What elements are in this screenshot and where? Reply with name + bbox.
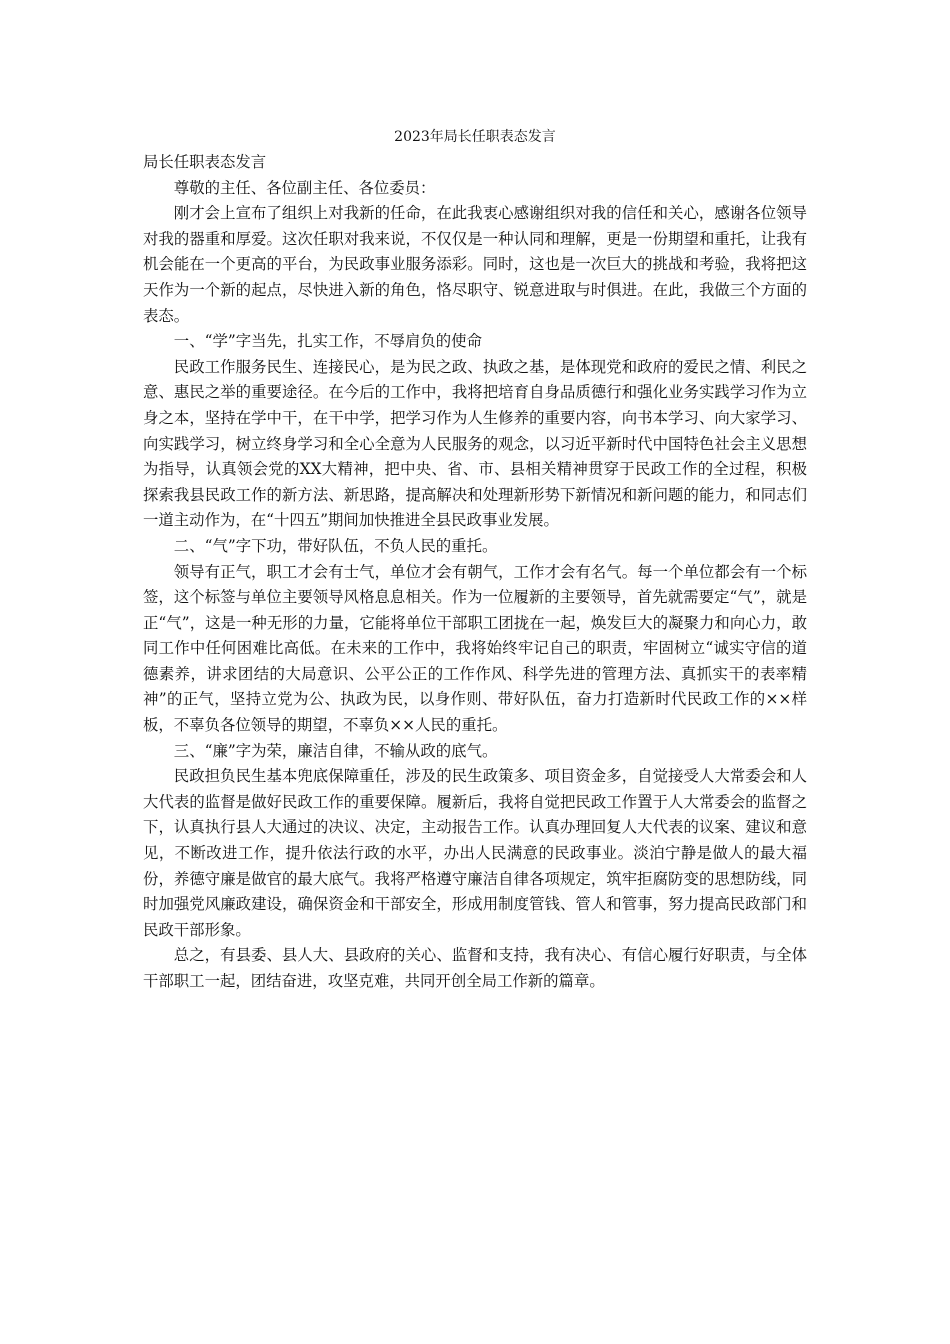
section-paragraph-1: 民政工作服务民生、连接民心，是为民之政、执政之基，是体现党和政府的爱民之情、利民之意、惠民之举的重要途径。在今后的工作中，我将把培育自身品质德行和强化业务实践学习作为立身之本，坚持在学中干，在干中学，把学习作为人生修养的重要内容，向书本学习、向大家学习、向实践学习，树立终身学习和全心全意为人民服务的观念，以习近平新时代中国特色社会主义思想为指导，认真领会党的XX大精神，把中央、省、市、县相关精神贯穿于民政工作的全过程，积极探索我县民政工作的新方法、新思路，提高解决和处理新形势下新情况和新问题的能力，和同志们一道主动作为，在“十四五”期间加快推进全县民政事业发展。: [143, 357, 807, 530]
document-subtitle: 局长任职表态发言: [143, 153, 267, 171]
salutation: 尊敬的主任、各位副主任、各位委员：: [173, 178, 436, 197]
section-paragraph-3: 民政担负民生基本兜底保障重任，涉及的民生政策多、项目资金多，自觉接受人大常委会和人大代表的监督是做好民政工作的重要保障。履新后，我将自觉把民政工作置于人大常委会的监督之下，认真执行县人大通过的决议、决定，主动报告工作。认真办理回复人大代表的议案、建议和意见，不断改进工作，提升依法行政的水平，办出人民满意的民政事业。淡泊宁静是做人的最大福份，养德守廉是做官的最大底气。我将严格遵守廉洁自律各项规定，筑牢拒腐防变的思想防线，同时加强党风廉政建设，确保资金和干部安全，形成用制度管钱、管人和管事，努力提高民政部门和民政干部形象。: [143, 767, 807, 939]
intro-paragraph: 刚才会上宣布了组织上对我新的任命，在此我衷心感谢组织对我的信任和关心，感谢各位领导对我的器重和厚爱。这次任职对我来说，不仅仅是一种认同和理解，更是一份期望和重托，让我有机会能在一个更高的平台，为民政事业服务添彩。同时，这也是一次巨大的挑战和考验，我将把这天作为一个新的起点，尽快进入新的角色，恪尽职守、锐意进取与时俱进。在此，我做三个方面的表态。: [143, 204, 807, 325]
section-heading-2: 二、“气”字下功，带好队伍，不负人民的重托。: [173, 536, 498, 555]
section-heading-3: 三、“廉”字为荣，廉洁自律，不输从政的底气。: [173, 741, 498, 760]
conclusion-paragraph: 总之，有县委、县人大、县政府的关心、监督和支持，我有决心、有信心履行好职责，与全体干部职工一起，团结奋进，攻坚克难，共同开创全局工作新的篇章。: [143, 946, 807, 990]
section-paragraph-2: 领导有正气，职工才会有士气，单位才会有朝气，工作才会有名气。每一个单位都会有一个标签，这个标签与单位主要领导风格息息相关。作为一位履新的主要领导，首先就需要定“气”，就是正“气”，这是一种无形的力量，它能将单位干部职工团拢在一起，焕发巨大的凝聚力和向心力，敢同工作中任何困难比高低。在未来的工作中，我将始终牢记自己的职责，牢固树立“诚实守信的道德素养，讲求团结的大局意识、公平公正的工作作风、科学先进的管理方法、真抓实干的表率精神”的正气，坚持立党为公、执政为民，以身作则、带好队伍，奋力打造新时代民政工作的××样板，不辜负各位领导的期望，不辜负××人民的重托。: [143, 562, 807, 735]
section-heading-1: 一、“学”字当先，扎实工作，不辱肩负的使命: [173, 332, 482, 351]
document-body: [143, 150, 807, 995]
document-title: 2023年局长任职表态发言: [394, 129, 556, 145]
